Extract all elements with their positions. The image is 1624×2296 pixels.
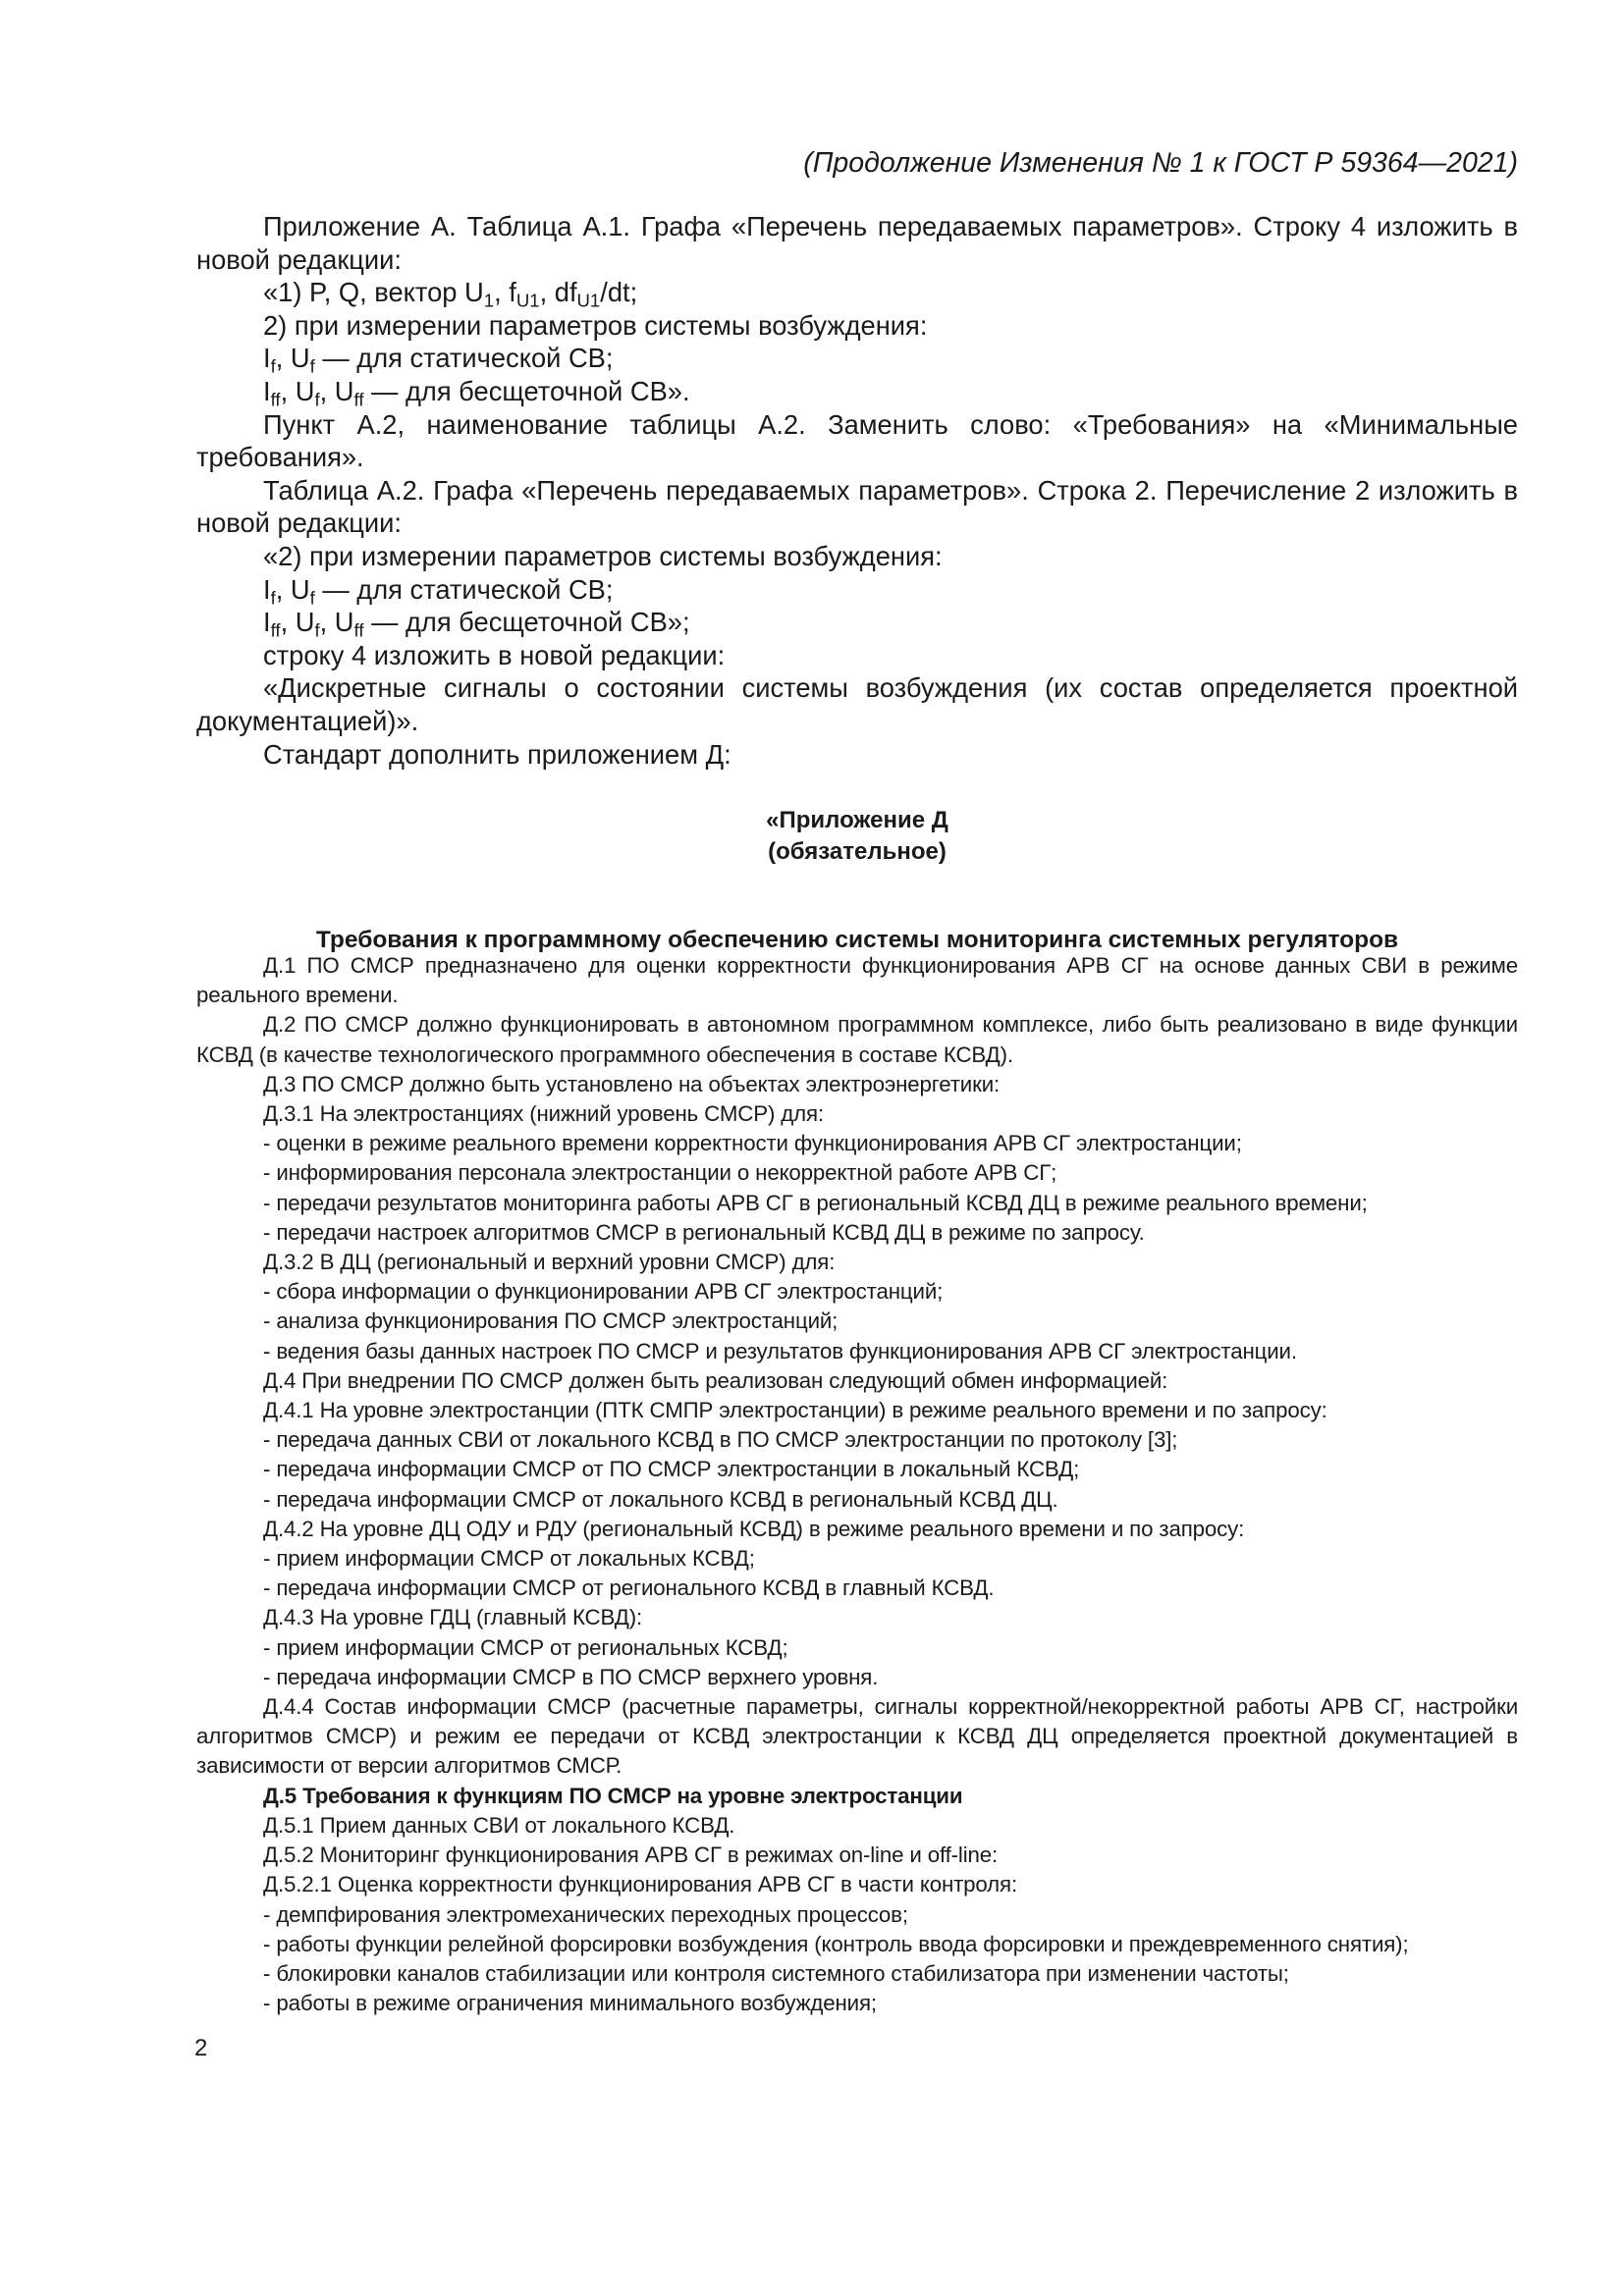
list-item: - прием информации СМСР от региональных КСВД; (263, 1634, 788, 1660)
list-item: - сбора информации о функционировании АРВ СГ электростанций; (263, 1279, 944, 1305)
page-number: 2 (194, 2035, 208, 2061)
appendix-heading (196, 805, 1518, 956)
paragraph: «Дискретные сигналы о состоянии системы возбуждения (их состав определяется проектной документацией)». (196, 672, 1518, 736)
section-heading: Д.5 Требования к функциям ПО СМСР на уровне электростанции (263, 1783, 963, 1808)
paragraph: Д.5.2 Мониторинг функционирования АРВ СГ в режимах on-line и off-line: (263, 1842, 999, 1868)
list-item: - передача информации СМСР от локального КСВД в региональный КСВД ДЦ. (263, 1486, 1058, 1512)
list-item: - работы в режиме ограничения минимального возбуждения; (263, 1991, 877, 2016)
paragraph: Д.3.1 На электростанциях (нижний уровень СМСР) для: (263, 1101, 824, 1127)
formula-line: $I_f$, $U_f$ — для статической СВ; (263, 343, 614, 377)
paragraph: Пункт А.2, наименование таблицы А.2. Заменить слово: «Требования» на «Минимальные требования». (196, 408, 1518, 473)
appendix-label: «Приложение Д (766, 807, 948, 833)
paragraph: Таблица А.2. Графа «Перечень передаваемых параметров». Строка 2. Перечисление 2 изложить в новой редакции: (196, 474, 1518, 539)
continuation-header: (Продолжение Изменения № 1 к ГОСТ Р 59364—2021) (803, 147, 1518, 179)
paragraph: Приложение А. Таблица А.1. Графа «Перечень передаваемых параметров». Строку 4 изложить в новой редакции: (196, 211, 1518, 275)
paragraph: Д.5.1 Прием данных СВИ от локального КСВД. (263, 1812, 735, 1838)
paragraph: 2) при измерении параметров системы возбуждения: (263, 309, 928, 341)
formula-line: $I_f$, $U_f$ — для статической СВ; (263, 573, 614, 609)
paragraph: строку 4 изложить в новой редакции: (263, 639, 726, 670)
list-item: - информирования персонала электростанции о некорректной работе АРВ СГ; (263, 1160, 1057, 1186)
list-item: - передача данных СВИ от локального КСВД в ПО СМСР электростанции по протоколу [3]; (263, 1427, 1178, 1453)
paragraph: Д.2 ПО СМСР должно функционировать в автономном программном комплексе, либо быть реализовано в виде функции КСВД (в качестве технологического программного обеспечения в составе КСВД). (196, 1012, 1518, 1067)
formula-line: $I_{ff}$, $U_f$, $U_{ff}$ — для бесщеточной СВ». (263, 375, 690, 410)
paragraph: Д.4.4 Состав информации СМСР (расчетные параметры, сигналы корректной/некорректной работы АРВ СГ, настройки алгоритмов СМСР) и режим ее передачи от КСВД электростанции к КСВД ДЦ определяется проектной документацией в зависимости от версии алгоритмов СМСР. (196, 1694, 1518, 1779)
list-item: - демпфирования электромеханических переходных процессов; (263, 1901, 908, 1927)
paragraph: Д.4 При внедрении ПО СМСР должен быть реализован следующий обмен информацией: (263, 1367, 1168, 1393)
paragraph: Д.1 ПО СМСР предназначено для оценки корректности функционирования АРВ СГ на основе данных СВИ в режиме реального времени. (196, 953, 1518, 1008)
paragraph: Стандарт дополнить приложением Д: (263, 738, 731, 770)
list-item: - передача информации СМСР в ПО СМСР верхнего уровня. (263, 1664, 879, 1689)
list-item: - передача информации СМСР от регионального КСВД в главный КСВД. (263, 1575, 995, 1601)
paragraph: Д.3 ПО СМСР должно быть установлено на объектах электроэнергетики: (263, 1071, 1001, 1096)
paragraph: «2) при измерении параметров системы возбуждения: (263, 540, 943, 571)
appendix-status: (обязательное) (768, 838, 947, 865)
formula-line: $I_{ff}$, $U_f$, $U_{ff}$ — для бесщеточной СВ»; (263, 607, 690, 641)
amendment-section (196, 210, 1518, 771)
list-item: - работы функции релейной форсировки возбуждения (контроль ввода форсировки и преждевременного снятия); (263, 1931, 1409, 1956)
list-item: - передачи результатов мониторинга работы АРВ СГ в региональный КСВД ДЦ в режиме реального времени; (263, 1190, 1368, 1215)
formula-line: «1) P, Q, вектор $U_1$, $f_{U1}$, $df_{U1}/dt$; (263, 277, 638, 311)
list-item: - прием информации СМСР от локальных КСВД; (263, 1546, 755, 1572)
list-item: - передачи настроек алгоритмов СМСР в региональный КСВД ДЦ в режиме по запросу. (263, 1219, 1145, 1245)
paragraph: Д.4.1 На уровне электростанции (ПТК СМПР электростанции) в режиме реального времени и по запросу: (263, 1398, 1327, 1423)
list-item: - блокировки каналов стабилизации или контроля системного стабилизатора при изменении частоты; (263, 1960, 1289, 1986)
list-item: - передача информации СМСР от ПО СМСР электростанции в локальный КСВД; (263, 1457, 1080, 1482)
list-item: - оценки в режиме реального времени корректности функционирования АРВ СГ электростанции; (263, 1131, 1242, 1156)
list-item: - ведения базы данных настроек ПО СМСР и результатов функционирования АРВ СГ электростанции. (263, 1338, 1297, 1363)
appendix-body (196, 951, 1518, 2018)
paragraph: Д.5.2.1 Оценка корректности функционирования АРВ СГ в части контроля: (263, 1872, 1018, 1897)
paragraph: Д.4.3 На уровне ГДЦ (главный КСВД): (263, 1605, 643, 1630)
paragraph: Д.3.2 В ДЦ (региональный и верхний уровни СМСР) для: (263, 1250, 836, 1275)
appendix-title: Требования к программному обеспечению системы мониторинга системных регуляторов (315, 927, 1399, 953)
paragraph: Д.4.2 На уровне ДЦ ОДУ и РДУ (региональный КСВД) в режиме реального времени и по запросу: (263, 1516, 1245, 1541)
list-item: - анализа функционирования ПО СМСР электростанций; (263, 1308, 839, 1334)
